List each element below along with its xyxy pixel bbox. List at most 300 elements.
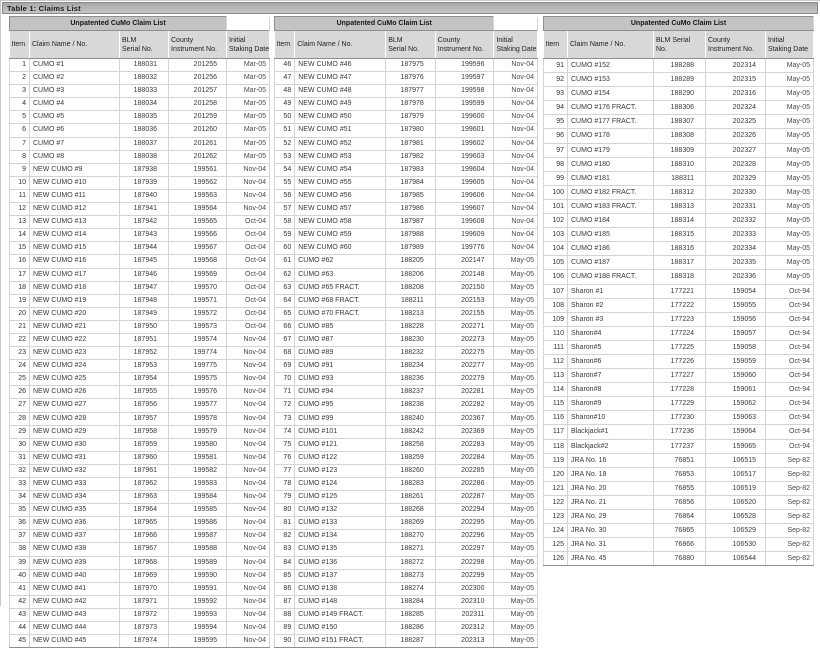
cell-staking-date: May-05 (494, 373, 538, 386)
cell-blm-serial: 187938 (120, 163, 169, 176)
table-row (544, 538, 814, 552)
cell-blm-serial: 188313 (654, 199, 706, 213)
cell-claim-name: CUMO #185 (568, 228, 654, 242)
cell-staking-date: Oct-94 (766, 354, 814, 368)
cell-staking-date: May-05 (494, 478, 538, 491)
cell-claim-name: CUMO #187 (568, 256, 654, 270)
cell-item: 102 (544, 214, 568, 228)
table-row (275, 412, 538, 425)
table-row (275, 517, 538, 530)
table-row (275, 268, 538, 281)
cell-staking-date: Sep-82 (766, 495, 814, 509)
cell-staking-date: Oct-94 (766, 411, 814, 425)
cell-item: 62 (275, 268, 295, 281)
cell-item: 97 (544, 143, 568, 157)
cell-claim-name: NEW CUMO #29 (30, 425, 120, 438)
cell-blm-serial: 188271 (386, 543, 436, 556)
cell-blm-serial: 187973 (120, 622, 169, 635)
cell-item: 60 (275, 242, 295, 255)
cell-blm-serial: 188037 (120, 137, 169, 150)
table-row (10, 399, 270, 412)
cell-staking-date: Oct-04 (227, 268, 270, 281)
cell-blm-serial: 76855 (654, 481, 706, 495)
cell-county-instrument: 159060 (706, 369, 766, 383)
cell-staking-date: May-05 (494, 582, 538, 595)
cell-staking-date: Nov-04 (227, 373, 270, 386)
column-header-serial: BLM Serial No. (386, 31, 436, 59)
cell-claim-name: NEW CUMO #9 (30, 163, 120, 176)
cell-blm-serial: 188036 (120, 124, 169, 137)
cell-blm-serial: 187980 (386, 124, 436, 137)
cell-county-instrument: 202326 (706, 129, 766, 143)
cell-staking-date: May-05 (494, 333, 538, 346)
cell-staking-date: May-05 (494, 556, 538, 569)
cell-item: 40 (10, 569, 30, 582)
cell-claim-name: NEW CUMO #38 (30, 543, 120, 556)
cell-county-instrument: 159054 (706, 284, 766, 298)
cell-staking-date: Nov-04 (227, 517, 270, 530)
column-header-item: Item (10, 31, 30, 59)
cell-item: 100 (544, 185, 568, 199)
cell-blm-serial: 177225 (654, 340, 706, 354)
cell-claim-name: NEW CUMO #12 (30, 203, 120, 216)
cell-claim-name: JRA No. 31 (568, 538, 654, 552)
table-row (275, 582, 538, 595)
cell-staking-date: May-05 (766, 214, 814, 228)
cell-county-instrument: 202281 (435, 386, 494, 399)
cell-staking-date: Oct-04 (227, 229, 270, 242)
cell-blm-serial: 187956 (120, 399, 169, 412)
table-title: Unpatented CuMo Claim List (10, 17, 227, 31)
cell-staking-date: Oct-94 (766, 439, 814, 453)
cell-claim-name: CUMO #7 (30, 137, 120, 150)
cell-item: 113 (544, 369, 568, 383)
cell-blm-serial: 177224 (654, 326, 706, 340)
cell-item: 122 (544, 495, 568, 509)
cell-claim-name: NEW CUMO #28 (30, 412, 120, 425)
cell-blm-serial: 187985 (386, 189, 436, 202)
cell-blm-serial: 188289 (654, 73, 706, 87)
cell-county-instrument: 106515 (706, 453, 766, 467)
cell-item: 38 (10, 543, 30, 556)
cell-claim-name: NEW CUMO #17 (30, 268, 120, 281)
cell-staking-date: Oct-94 (766, 340, 814, 354)
cell-item: 24 (10, 360, 30, 373)
cell-staking-date: Nov-04 (227, 360, 270, 373)
cell-claim-name: NEW CUMO #26 (30, 386, 120, 399)
table-row (275, 176, 538, 189)
cell-item: 23 (10, 347, 30, 360)
table-row (275, 216, 538, 229)
cell-claim-name: CUMO #149 FRACT. (295, 608, 386, 621)
cell-staking-date: Nov-04 (494, 229, 538, 242)
cell-blm-serial: 187957 (120, 412, 169, 425)
cell-claim-name: CUMO #1 (30, 59, 120, 72)
cell-staking-date: May-05 (766, 157, 814, 171)
cell-item: 43 (10, 608, 30, 621)
table-row (544, 284, 814, 298)
table-row (10, 85, 270, 98)
cell-blm-serial: 187939 (120, 176, 169, 189)
table-row (544, 552, 814, 566)
table-row (275, 464, 538, 477)
cell-staking-date: May-05 (494, 543, 538, 556)
cell-claim-name: NEW CUMO #27 (30, 399, 120, 412)
cell-staking-date: Oct-94 (766, 312, 814, 326)
cell-county-instrument: 202153 (435, 294, 494, 307)
cell-staking-date: Oct-94 (766, 383, 814, 397)
table-row (544, 425, 814, 439)
cell-blm-serial: 76866 (654, 538, 706, 552)
cell-county-instrument: 106517 (706, 467, 766, 481)
table-row (10, 347, 270, 360)
table-row (275, 163, 538, 176)
cell-item: 120 (544, 467, 568, 481)
cell-county-instrument: 199607 (435, 203, 494, 216)
cell-blm-serial: 187959 (120, 438, 169, 451)
table-row (10, 176, 270, 189)
cell-item: 47 (275, 72, 295, 85)
cell-blm-serial: 188237 (386, 386, 436, 399)
cell-claim-name: CUMO #68 FRACT. (295, 294, 386, 307)
cell-item: 18 (10, 281, 30, 294)
table-row (275, 294, 538, 307)
table-row (275, 111, 538, 124)
column-header-name: Claim Name / No. (30, 31, 120, 59)
cell-county-instrument: 199581 (169, 451, 227, 464)
cell-county-instrument: 202333 (706, 228, 766, 242)
cell-staking-date: Sep-82 (766, 510, 814, 524)
cell-claim-name: NEW CUMO #41 (30, 582, 120, 595)
cell-blm-serial: 187986 (386, 203, 436, 216)
cell-item: 125 (544, 538, 568, 552)
table-row (544, 256, 814, 270)
cell-claim-name: CUMO #133 (295, 517, 386, 530)
table-row (275, 451, 538, 464)
cell-county-instrument: 159061 (706, 383, 766, 397)
cell-county-instrument: 199569 (169, 268, 227, 281)
cell-claim-name: Sharon#5 (568, 340, 654, 354)
cell-blm-serial: 188306 (654, 101, 706, 115)
cell-blm-serial: 177221 (654, 284, 706, 298)
cell-staking-date: May-05 (766, 101, 814, 115)
cell-item: 25 (10, 373, 30, 386)
cell-blm-serial: 188258 (386, 438, 436, 451)
claims-table-3 (543, 16, 814, 566)
cell-claim-name: CUMO #89 (295, 347, 386, 360)
table-row (10, 412, 270, 425)
cell-blm-serial: 188234 (386, 360, 436, 373)
cell-claim-name: NEW CUMO #20 (30, 307, 120, 320)
cell-staking-date: Mar-05 (227, 124, 270, 137)
cell-blm-serial: 188309 (654, 143, 706, 157)
cell-item: 117 (544, 425, 568, 439)
cell-claim-name: Sharon #3 (568, 312, 654, 326)
table-row (544, 270, 814, 284)
cell-blm-serial: 187983 (386, 163, 436, 176)
cell-staking-date: Oct-94 (766, 369, 814, 383)
cell-claim-name: CUMO #3 (30, 85, 120, 98)
cell-claim-name: NEW CUMO #43 (30, 608, 120, 621)
cell-staking-date: May-05 (494, 360, 538, 373)
table-row (544, 199, 814, 213)
cell-county-instrument: 202147 (435, 255, 494, 268)
cell-blm-serial: 188031 (120, 59, 169, 72)
cell-claim-name: CUMO #184 (568, 214, 654, 228)
cell-county-instrument: 199776 (435, 242, 494, 255)
table-row (544, 411, 814, 425)
cell-claim-name: CUMO #188 FRACT. (568, 270, 654, 284)
cell-claim-name: NEW CUMO #37 (30, 530, 120, 543)
cell-blm-serial: 187984 (386, 176, 436, 189)
cell-claim-name: NEW CUMO #47 (295, 72, 386, 85)
table-row (275, 373, 538, 386)
table-row (10, 137, 270, 150)
cell-item: 95 (544, 115, 568, 129)
table-row (10, 242, 270, 255)
cell-staking-date: May-05 (494, 347, 538, 360)
cell-staking-date: Mar-05 (227, 59, 270, 72)
cell-county-instrument: 201260 (169, 124, 227, 137)
cell-claim-name: CUMO #6 (30, 124, 120, 137)
cell-staking-date: Nov-04 (227, 595, 270, 608)
cell-staking-date: May-05 (766, 129, 814, 143)
cell-county-instrument: 159055 (706, 298, 766, 312)
cell-claim-name: CUMO #87 (295, 333, 386, 346)
cell-county-instrument: 202284 (435, 451, 494, 464)
cell-claim-name: CUMO #135 (295, 543, 386, 556)
cell-blm-serial: 187972 (120, 608, 169, 621)
cell-item: 64 (275, 294, 295, 307)
cell-staking-date: May-05 (766, 59, 814, 73)
cell-blm-serial: 188312 (654, 185, 706, 199)
cell-blm-serial: 187944 (120, 242, 169, 255)
cell-county-instrument: 202316 (706, 87, 766, 101)
cell-blm-serial: 187974 (120, 635, 169, 648)
cell-county-instrument: 202312 (435, 622, 494, 635)
cell-staking-date: Mar-05 (227, 72, 270, 85)
cell-claim-name: CUMO #153 (568, 73, 654, 87)
cell-county-instrument: 202294 (435, 504, 494, 517)
table-row (275, 438, 538, 451)
cell-claim-name: NEW CUMO #42 (30, 595, 120, 608)
table-row (544, 87, 814, 101)
cell-claim-name: CUMO #180 (568, 157, 654, 171)
cell-blm-serial: 188230 (386, 333, 436, 346)
cell-blm-serial: 188284 (386, 595, 436, 608)
cell-staking-date: Nov-04 (227, 582, 270, 595)
cell-item: 55 (275, 176, 295, 189)
cell-county-instrument: 199578 (169, 412, 227, 425)
cell-claim-name: NEW CUMO #16 (30, 255, 120, 268)
cell-staking-date: Nov-04 (227, 386, 270, 399)
cell-county-instrument: 202367 (435, 412, 494, 425)
cell-staking-date: Nov-04 (494, 176, 538, 189)
cell-claim-name: NEW CUMO #56 (295, 189, 386, 202)
cell-claim-name: Blackjack#2 (568, 439, 654, 453)
cell-blm-serial: 188035 (120, 111, 169, 124)
cell-item: 90 (275, 635, 295, 648)
cell-staking-date: May-05 (494, 464, 538, 477)
cell-item: 33 (10, 478, 30, 491)
cell-county-instrument: 199603 (435, 150, 494, 163)
cell-item: 44 (10, 622, 30, 635)
cell-claim-name: CUMO #62 (295, 255, 386, 268)
table-row (544, 228, 814, 242)
table-row (10, 294, 270, 307)
cell-item: 70 (275, 373, 295, 386)
cell-staking-date: May-05 (494, 412, 538, 425)
table-row (10, 216, 270, 229)
cell-blm-serial: 187971 (120, 595, 169, 608)
cell-staking-date: Mar-05 (227, 111, 270, 124)
table-row (275, 124, 538, 137)
cell-item: 1 (10, 59, 30, 72)
cell-county-instrument: 159058 (706, 340, 766, 354)
cell-claim-name: CUMO #91 (295, 360, 386, 373)
table-row (10, 543, 270, 556)
cell-county-instrument: 202314 (706, 59, 766, 73)
cell-claim-name: NEW CUMO #60 (295, 242, 386, 255)
cell-county-instrument: 199572 (169, 307, 227, 320)
table-row (544, 369, 814, 383)
cell-staking-date: May-05 (766, 185, 814, 199)
cell-blm-serial: 188228 (386, 320, 436, 333)
table-row (544, 510, 814, 524)
cell-item: 121 (544, 481, 568, 495)
table-caption: Table 1: Claims List (7, 4, 81, 13)
cell-claim-name: CUMO #178 (568, 129, 654, 143)
cell-staking-date: Nov-04 (227, 556, 270, 569)
cell-blm-serial: 187947 (120, 281, 169, 294)
cell-staking-date: Mar-05 (227, 150, 270, 163)
cell-blm-serial: 187946 (120, 268, 169, 281)
cell-county-instrument: 199595 (169, 635, 227, 648)
cell-county-instrument: 199565 (169, 216, 227, 229)
cell-blm-serial: 187978 (386, 98, 436, 111)
cell-claim-name: NEW CUMO #19 (30, 294, 120, 307)
cell-blm-serial: 188232 (386, 347, 436, 360)
cell-blm-serial: 177226 (654, 354, 706, 368)
table-row (275, 203, 538, 216)
cell-county-instrument: 199596 (435, 59, 494, 72)
cell-item: 59 (275, 229, 295, 242)
table-row (275, 347, 538, 360)
cell-item: 61 (275, 255, 295, 268)
cell-staking-date: Nov-04 (494, 163, 538, 176)
cell-county-instrument: 199599 (435, 98, 494, 111)
cell-claim-name: NEW CUMO #22 (30, 333, 120, 346)
cell-county-instrument: 202325 (706, 115, 766, 129)
table-row (275, 137, 538, 150)
cell-blm-serial: 187945 (120, 255, 169, 268)
cell-staking-date: Nov-04 (494, 203, 538, 216)
cell-item: 104 (544, 242, 568, 256)
cell-staking-date: Nov-04 (227, 203, 270, 216)
cell-county-instrument: 106529 (706, 524, 766, 538)
table-row (275, 242, 538, 255)
cell-item: 30 (10, 438, 30, 451)
cell-staking-date: Nov-04 (227, 569, 270, 582)
cell-claim-name: CUMO #123 (295, 464, 386, 477)
table-row (10, 150, 270, 163)
column-header-date: Initial Staking Date (766, 31, 814, 59)
column-header-date: Initial Staking Date (227, 31, 270, 59)
cell-item: 3 (10, 85, 30, 98)
cell-claim-name: CUMO #122 (295, 451, 386, 464)
cell-item: 41 (10, 582, 30, 595)
cell-staking-date: Nov-04 (227, 491, 270, 504)
cell-county-instrument: 199594 (169, 622, 227, 635)
cell-item: 16 (10, 255, 30, 268)
cell-claim-name: NEW CUMO #54 (295, 163, 386, 176)
table-row (544, 326, 814, 340)
cell-item: 51 (275, 124, 295, 137)
cell-blm-serial: 188316 (654, 242, 706, 256)
cell-blm-serial: 188314 (654, 214, 706, 228)
cell-staking-date: May-05 (494, 635, 538, 648)
cell-staking-date: May-05 (494, 530, 538, 543)
cell-staking-date: May-05 (494, 425, 538, 438)
cell-item: 111 (544, 340, 568, 354)
cell-item: 48 (275, 85, 295, 98)
cell-item: 4 (10, 98, 30, 111)
cell-item: 29 (10, 425, 30, 438)
cell-blm-serial: 188288 (654, 59, 706, 73)
cell-blm-serial: 187955 (120, 386, 169, 399)
cell-blm-serial: 187989 (386, 242, 436, 255)
cell-item: 26 (10, 386, 30, 399)
table-row (275, 504, 538, 517)
cell-staking-date: May-05 (766, 199, 814, 213)
cell-blm-serial: 188287 (386, 635, 436, 648)
cell-staking-date: May-05 (766, 270, 814, 284)
cell-county-instrument: 199577 (169, 399, 227, 412)
cell-blm-serial: 188032 (120, 72, 169, 85)
cell-item: 89 (275, 622, 295, 635)
cell-item: 10 (10, 176, 30, 189)
claims-table-1 (9, 16, 270, 648)
cell-item: 50 (275, 111, 295, 124)
table-row (544, 354, 814, 368)
cell-item: 19 (10, 294, 30, 307)
cell-staking-date: Sep-82 (766, 467, 814, 481)
cell-staking-date: May-05 (494, 517, 538, 530)
cell-item: 76 (275, 451, 295, 464)
cell-blm-serial: 187951 (120, 333, 169, 346)
cell-claim-name: CUMO #138 (295, 582, 386, 595)
cell-item: 39 (10, 556, 30, 569)
cell-county-instrument: 202297 (435, 543, 494, 556)
cell-staking-date: May-05 (766, 115, 814, 129)
cell-county-instrument: 202315 (706, 73, 766, 87)
table-row (544, 115, 814, 129)
table-row (10, 530, 270, 543)
cell-item: 67 (275, 333, 295, 346)
table-row (544, 524, 814, 538)
table-row (275, 569, 538, 582)
cell-claim-name: NEW CUMO #53 (295, 150, 386, 163)
cell-item: 115 (544, 397, 568, 411)
cell-county-instrument: 199568 (169, 255, 227, 268)
table-row (544, 495, 814, 509)
table-row (275, 307, 538, 320)
cell-item: 9 (10, 163, 30, 176)
cell-county-instrument: 202313 (435, 635, 494, 648)
cell-staking-date: Nov-04 (227, 451, 270, 464)
table-row (275, 333, 538, 346)
cell-blm-serial: 187950 (120, 320, 169, 333)
